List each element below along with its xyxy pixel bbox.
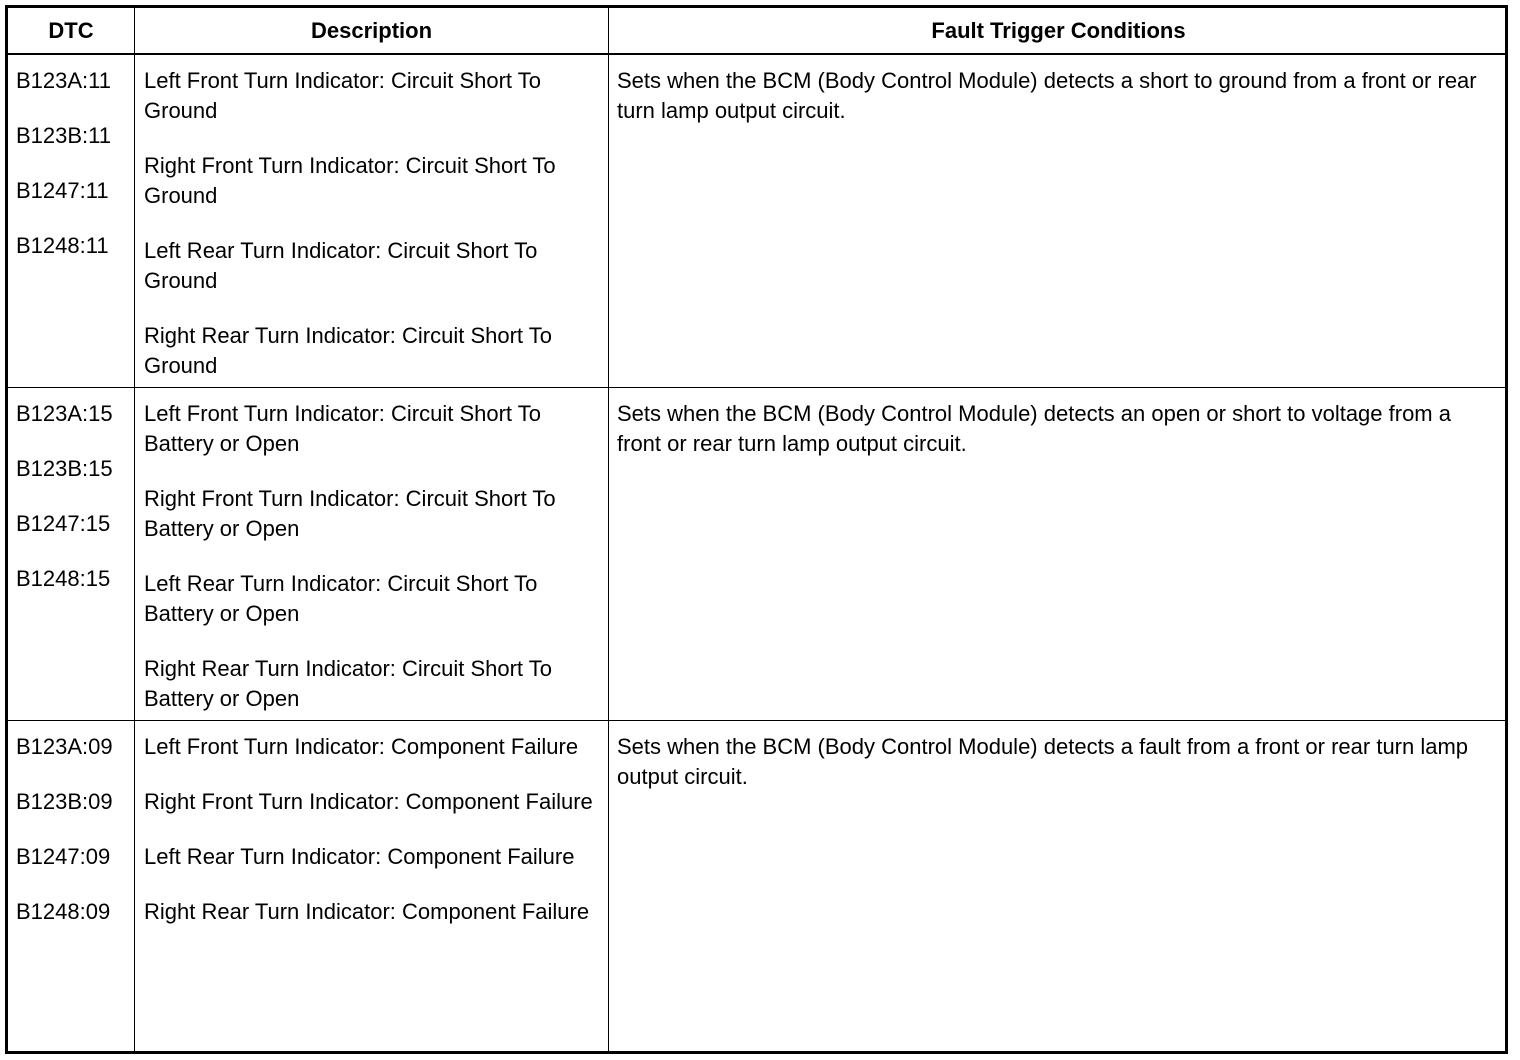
dtc-cell: [8, 55, 134, 387]
description-cell: [135, 55, 608, 387]
description-text: Right Front Turn Indicator: Component Failure: [144, 789, 593, 814]
description-text: Left Front Turn Indicator: Circuit Short To Ground: [144, 68, 541, 123]
description-text: Left Front Turn Indicator: Circuit Short To Battery or Open: [144, 401, 541, 456]
dtc-cell: [8, 388, 134, 720]
dtc-code: B123B:15: [16, 456, 113, 481]
description-text: Left Rear Turn Indicator: Circuit Short To Battery or Open: [144, 571, 538, 626]
dtc-table: [5, 5, 1508, 1054]
header-description: Description: [310, 18, 433, 43]
dtc-code: B1248:09: [16, 899, 111, 924]
table-row: [8, 55, 1505, 388]
dtc-code: B1247:15: [16, 511, 111, 536]
dtc-cell: [8, 721, 134, 1054]
dtc-code: B123B:11: [16, 123, 112, 148]
table-header-row: [8, 8, 1505, 55]
description-text: Right Front Turn Indicator: Circuit Short To Ground: [144, 153, 556, 208]
description-text: Left Rear Turn Indicator: Circuit Short To Ground: [144, 238, 538, 293]
description-text: Right Rear Turn Indicator: Component Failure: [144, 899, 590, 924]
header-fault-trigger-conditions: Fault Trigger Conditions: [931, 18, 1186, 43]
dtc-code: B1248:15: [16, 566, 111, 591]
description-cell: [135, 721, 608, 1054]
dtc-code: B1247:09: [16, 844, 111, 869]
fault-condition-cell: Sets when the BCM (Body Control Module) detects a fault from a front or rear turn lamp output circuit.: [617, 734, 1469, 789]
fault-condition-cell: Sets when the BCM (Body Control Module) detects a short to ground from a front or rear turn lamp output circuit.: [617, 68, 1477, 123]
table-row: [8, 721, 1505, 1054]
description-text: Left Front Turn Indicator: Component Failure: [144, 734, 579, 759]
dtc-code: B123A:11: [16, 68, 112, 93]
description-cell: [135, 388, 608, 720]
header-dtc: DTC: [48, 18, 94, 43]
description-text: Right Front Turn Indicator: Circuit Short To Battery or Open: [144, 486, 556, 541]
description-text: Right Rear Turn Indicator: Circuit Short To Battery or Open: [144, 656, 552, 711]
dtc-code: B1247:11: [16, 178, 109, 203]
description-text: Right Rear Turn Indicator: Circuit Short To Ground: [144, 323, 552, 378]
dtc-code: B123A:09: [16, 734, 113, 759]
dtc-code: B123A:15: [16, 401, 113, 426]
dtc-code: B1248:11: [16, 233, 109, 258]
dtc-code: B123B:09: [16, 789, 113, 814]
description-text: Left Rear Turn Indicator: Component Failure: [144, 844, 575, 869]
table-row: [8, 388, 1505, 721]
fault-condition-cell: Sets when the BCM (Body Control Module) detects an open or short to voltage from a front or rear turn lamp output circuit.: [617, 401, 1451, 456]
